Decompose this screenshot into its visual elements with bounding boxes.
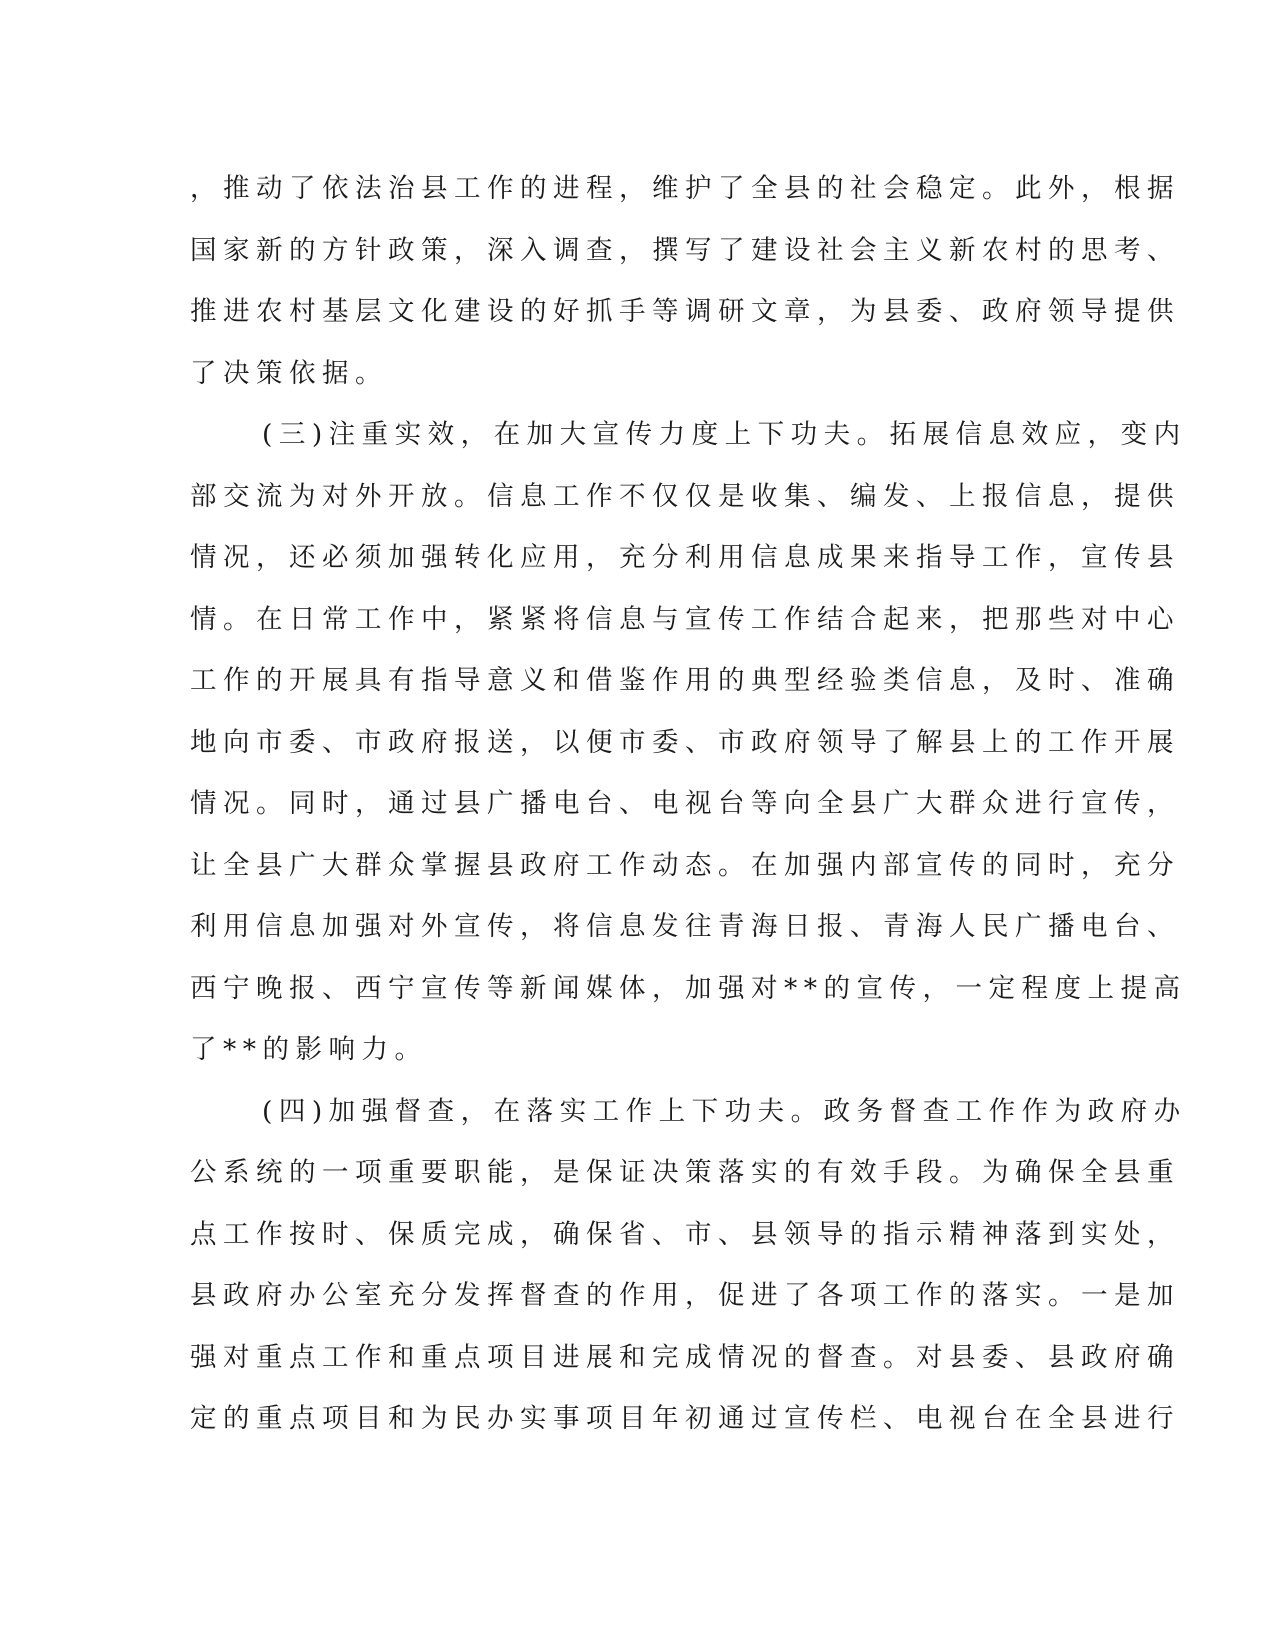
text-line: 强对重点工作和重点项目进展和完成情况的督查。对县委、县政府确 [190, 1341, 1180, 1373]
text-line: 推进农村基层文化建设的好抓手等调研文章，为县委、政府领导提供 [190, 296, 1180, 327]
text-line: (四)加强督查，在落实工作上下功夫。政务督查工作作为政府办 [262, 1095, 1187, 1127]
text-line: 情况。同时，通过县广播电台、电视台等向全县广大群众进行宣传， [190, 788, 1180, 819]
text-line: 部交流为对外开放。信息工作不仅仅是收集、编发、上报信息，提供 [190, 480, 1180, 512]
text-line: 了**的影响力。 [190, 1034, 428, 1065]
document-body [190, 158, 1187, 1450]
text-line: 点工作按时、保质完成，确保省、市、县领导的指示精神落到实处， [190, 1218, 1180, 1250]
text-line: 定的重点项目和为民办实事项目年初通过宣传栏、电视台在全县进行 [190, 1403, 1180, 1434]
text-line: 情。在日常工作中，紧紧将信息与宣传工作结合起来，把那些对中心 [190, 603, 1180, 635]
paragraph-section-four [190, 1081, 1187, 1450]
text-line: 让全县广大群众掌握县政府工作动态。在加强内部宣传的同时，充分 [190, 849, 1180, 881]
text-line: 西宁晚报、西宁宣传等新闻媒体，加强对**的宣传，一定程度上提高 [190, 972, 1187, 1004]
text-line: 地向市委、市政府报送，以便市委、市政府领导了解县上的工作开展 [190, 726, 1180, 758]
text-line: 情况，还必须加强转化应用，充分利用信息成果来指导工作，宣传县 [190, 542, 1180, 573]
text-line: (三)注重实效，在加大宣传力度上下功夫。拓展信息效应，变内 [262, 419, 1187, 450]
text-line: 国家新的方针政策，深入调查，撰写了建设社会主义新农村的思考、 [190, 234, 1180, 266]
text-line: 公系统的一项重要职能，是保证决策落实的有效手段。为确保全县重 [190, 1157, 1180, 1188]
text-line: ，推动了依法治县工作的进程，维护了全县的社会稳定。此外，根据 [190, 173, 1180, 204]
paragraph-section-three [190, 404, 1187, 1081]
text-line: 了决策依据。 [190, 357, 388, 389]
text-line: 县政府办公室充分发挥督查的作用，促进了各项工作的落实。一是加 [190, 1280, 1180, 1311]
text-line: 工作的开展具有指导意义和借鉴作用的典型经验类信息，及时、准确 [190, 665, 1180, 696]
text-line: 利用信息加强对外宣传，将信息发往青海日报、青海人民广播电台、 [190, 911, 1180, 942]
paragraph-continuation [190, 158, 1180, 404]
